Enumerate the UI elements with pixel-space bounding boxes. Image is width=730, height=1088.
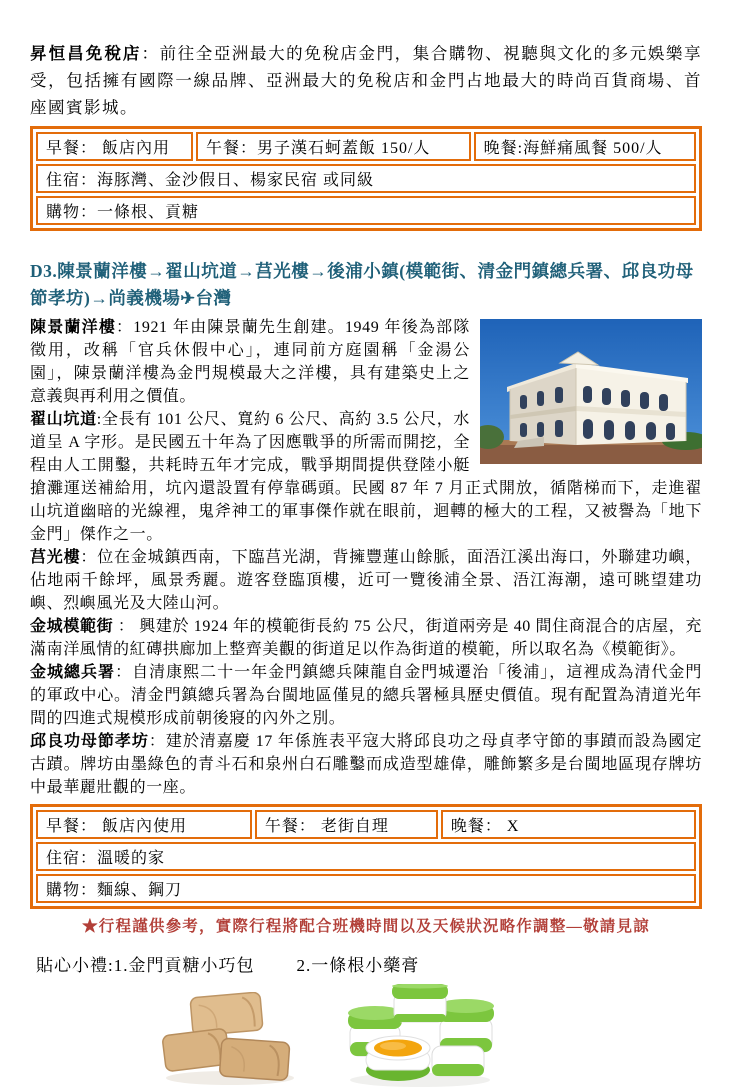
section-text: ：建於清嘉慶 17 年係旌表平寇大將邱良功之母貞孝守節的事蹟而設為國定古蹟。牌坊由墨綠色的青斗石和泉州白石雕鑿而成造型雄偉，雕飾繁多是台閩地區現存牌坊中最華麗壯觀的一座。 — [30, 733, 702, 796]
shopping-cell: 購物：一條根、貢糖 — [36, 196, 696, 225]
gongtang-candy-image — [150, 992, 310, 1088]
dinner-cell: 晚餐:海鮮痛風餐 500/人 — [474, 132, 696, 161]
section-qiu-arch — [30, 730, 702, 799]
gift-line — [36, 951, 702, 976]
section-label: 金城總兵署 — [30, 664, 116, 681]
lunch-cell: 午餐： 老街自理 — [255, 810, 438, 839]
gift-item-1: 1.金門貢糖小巧包 — [113, 956, 255, 975]
intro-label: 昇恒昌免稅店 — [30, 44, 142, 63]
intro-text: ：前往全亞洲最大的免稅店金門，集合購物、視聽與文化的多元娛樂享受，包括擁有國際一線品牌、亞洲最大的免稅店和金門占地最大的時尚百貨商場、首座國賓影城。 — [30, 44, 702, 117]
gift-label: 貼心小禮: — [36, 956, 114, 975]
lodging-cell: 住宿：溫暖的家 — [36, 842, 696, 871]
section-label: 金城模範街 — [30, 618, 114, 635]
table-row — [36, 874, 696, 903]
breakfast-cell: 早餐： 飯店內使用 — [36, 810, 252, 839]
gift-item-2: 2.一條根小藥膏 — [296, 956, 420, 975]
breakfast-cell: 早餐： 飯店內用 — [36, 132, 193, 161]
gift-images — [150, 984, 702, 1088]
meal-table-day3 — [30, 804, 702, 909]
section-text: :全長有 101 公尺、寬約 6 公尺、高約 3.5 公尺，水道呈 A 字形。是民國五十年為了因應戰爭的所需而開挖，全程由人工開鑿，共耗時五年才完成，戰爭期間提供登陸小艇搶灘運送補給用，坑內還設置有停靠碼頭。民國 87 年 7 月正式開放，循階梯而下，走進翟山坑道幽暗的光線裡，鬼斧神工的軍事傑作就在眼前，迴轉的極大的工程，又被譽為「地下金門」傑作之一。 — [30, 411, 702, 543]
section-label: 莒光樓 — [30, 549, 81, 566]
section-zongbingshu — [30, 661, 702, 730]
meal-table-day2 — [30, 126, 702, 231]
section-label: 邱良功母節孝坊 — [30, 733, 149, 750]
section-text: ：自清康熙二十一年金門鎮總兵陳龍自金門城遷治「後浦」，這裡成為清代金門的軍政中心。清金門鎮總兵署為台閩地區僅見的總兵署極具歷史價值。現有配置為清道光年間的四進式規模形成前朝後寢的內外之別。 — [30, 664, 702, 727]
table-row — [36, 132, 696, 161]
attraction-descriptions — [30, 316, 702, 799]
section-mofan-street — [30, 615, 702, 661]
dinner-cell: 晚餐： X — [441, 810, 696, 839]
shopping-cell: 購物：麵線、鋼刀 — [36, 874, 696, 903]
intro-paragraph — [30, 40, 702, 121]
yitiaogen-balm-image — [336, 984, 504, 1088]
section-label: 陳景蘭洋樓 — [30, 319, 117, 336]
table-row — [36, 842, 696, 871]
section-label: 翟山坑道 — [30, 411, 97, 428]
lunch-cell: 午餐：男子漢石蚵蓋飯 150/人 — [196, 132, 471, 161]
section-juguang-tower — [30, 546, 702, 615]
day3-itinerary-heading: D3.陳景蘭洋樓→翟山坑道→莒光樓→後浦小鎮(模範街、清金門鎮總兵署、邱良功母節孝坊)→尚義機場✈台灣 — [30, 261, 694, 308]
section-text: ：1921 年由陳景蘭先生創建。1949 年後為部隊徵用，改稱「官兵休假中心」，連同前方庭園稱「金湯公園」，陳景蘭洋樓為金門規模最大之洋樓，具有建築史上之意義與再利用之價值。 — [30, 319, 470, 405]
section-text: ： 興建於 1924 年的模範街長約 75 公尺，街道兩旁是 40 間住商混合的店屋，充滿南洋風情的紅磚拱廊加上整齊美觀的街道足以作為街道的模範，所以取名為《模範街》。 — [30, 618, 702, 658]
chen-jing-lan-mansion-photo — [480, 319, 702, 464]
table-row — [36, 196, 696, 225]
section-text: ：位在金城鎮西南，下臨莒光湖，背擁豐蓮山餘脈，面浯江溪出海口，外聯建功嶼，佔地兩千餘坪，風景秀麗。遊客登臨頂樓，近可一覽後浦全景、浯江海潮，遠可眺望建功嶼、烈嶼風光及大陸山河。 — [30, 549, 702, 612]
table-row — [36, 810, 696, 839]
table-row — [36, 164, 696, 193]
lodging-cell: 住宿：海豚灣、金沙假日、楊家民宿 或同級 — [36, 164, 696, 193]
itinerary-disclaimer: ★行程謹供參考，實際行程將配合班機時間以及天候狀況略作調整—敬請見諒 — [82, 918, 650, 935]
